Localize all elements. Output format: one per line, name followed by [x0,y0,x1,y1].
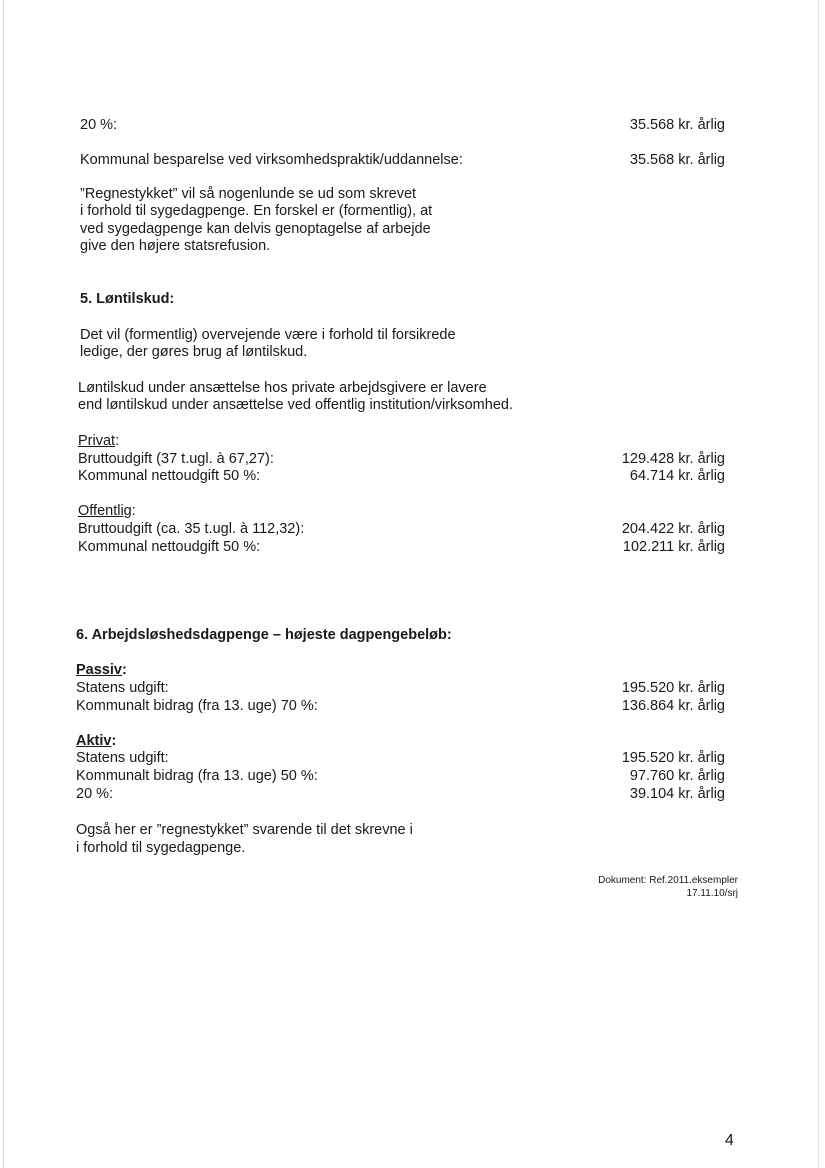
section-5-heading: 5. Løntilskud: [80,291,175,307]
offentlig-row-2-label: Kommunal nettoudgift 50 %: [78,539,261,555]
offentlig-title-colon: : [131,503,136,519]
savings-label: Kommunal besparelse ved virksomhedspraktik/uddannelse: [80,152,463,168]
page-edge-left [3,0,4,1168]
closing-line-2: i forhold til sygedagpenge. [76,840,246,856]
aktiv-row-2-amount: 97.760 kr. årlig [629,768,725,784]
aktiv-row-3-label: 20 %: [76,786,114,802]
aktiv-row-1-amount: 195.520 kr. årlig [621,750,725,766]
aktiv-title-colon: : [111,733,117,749]
section-5-para1-line-2: ledige, der gøres brug af løntilskud. [80,344,308,360]
aktiv-title [76,733,116,750]
passiv-row-2-amount: 136.864 kr. årlig [621,698,725,714]
aktiv-row-3-amount: 39.104 kr. årlig [629,786,725,802]
passiv-row-1-amount: 195.520 kr. årlig [621,680,725,696]
document-reference: Dokument: Ref.2011.eksempler [598,875,738,886]
privat-row-1-amount: 129.428 kr. årlig [621,451,725,467]
aktiv-title-text: Aktiv [76,733,112,749]
page-edge-right [818,0,819,1168]
offentlig-row-2-amount: 102.211 kr. årlig [622,539,725,555]
offentlig-row-1-amount: 204.422 kr. årlig [621,521,725,537]
offentlig-row-1-label: Bruttoudgift (ca. 35 t.ugl. à 112,32): [78,521,305,537]
intro-paragraph-line-3: ved sygedagpenge kan delvis genoptagelse af arbejde [80,221,431,237]
privat-row-1-label: Bruttoudgift (37 t.ugl. à 67,27): [78,451,274,467]
section-5-para2-line-1: Løntilskud under ansættelse hos private arbejdsgivere er lavere [78,380,487,396]
offentlig-title-text: Offentlig [78,503,132,519]
privat-row-2-amount: 64.714 kr. årlig [629,468,725,484]
closing-line-1: Også her er ”regnestykket” svarende til det skrevne i [76,822,413,838]
page-number: 4 [725,1132,734,1149]
section-5-para2-line-2: end løntilskud under ansættelse ved offentlig institution/virksomhed. [78,397,513,413]
intro-paragraph-line-4: give den højere statsrefusion. [80,238,271,254]
privat-title [78,433,119,450]
date-reference: 17.11.10/srj [686,888,738,899]
row-20pct-label: 20 %: [80,117,118,133]
privat-row-2-label: Kommunal nettoudgift 50 %: [78,468,261,484]
intro-paragraph-line-2: i forhold til sygedagpenge. En forskel er (formentlig), at [80,203,433,219]
savings-amount: 35.568 kr. årlig [629,152,725,168]
passiv-row-1-label: Statens udgift: [76,680,169,696]
privat-title-text: Privat [78,433,116,449]
section-6-heading: 6. Arbejdsløshedsdagpenge – højeste dagpengebeløb: [76,627,452,643]
privat-title-colon: : [115,433,120,449]
passiv-title-text: Passiv [76,662,122,678]
passiv-title-colon: : [121,662,127,678]
aktiv-row-1-label: Statens udgift: [76,750,169,766]
section-5-para1-line-1: Det vil (formentlig) overvejende være i forhold til forsikrede [80,327,456,343]
intro-paragraph-line-1: ”Regnestykket” vil så nogenlunde se ud som skrevet [80,186,417,202]
passiv-title [76,662,127,679]
offentlig-title [78,503,136,520]
aktiv-row-2-label: Kommunalt bidrag (fra 13. uge) 50 %: [76,768,318,784]
passiv-row-2-label: Kommunalt bidrag (fra 13. uge) 70 %: [76,698,318,714]
row-20pct-amount: 35.568 kr. årlig [629,117,725,133]
